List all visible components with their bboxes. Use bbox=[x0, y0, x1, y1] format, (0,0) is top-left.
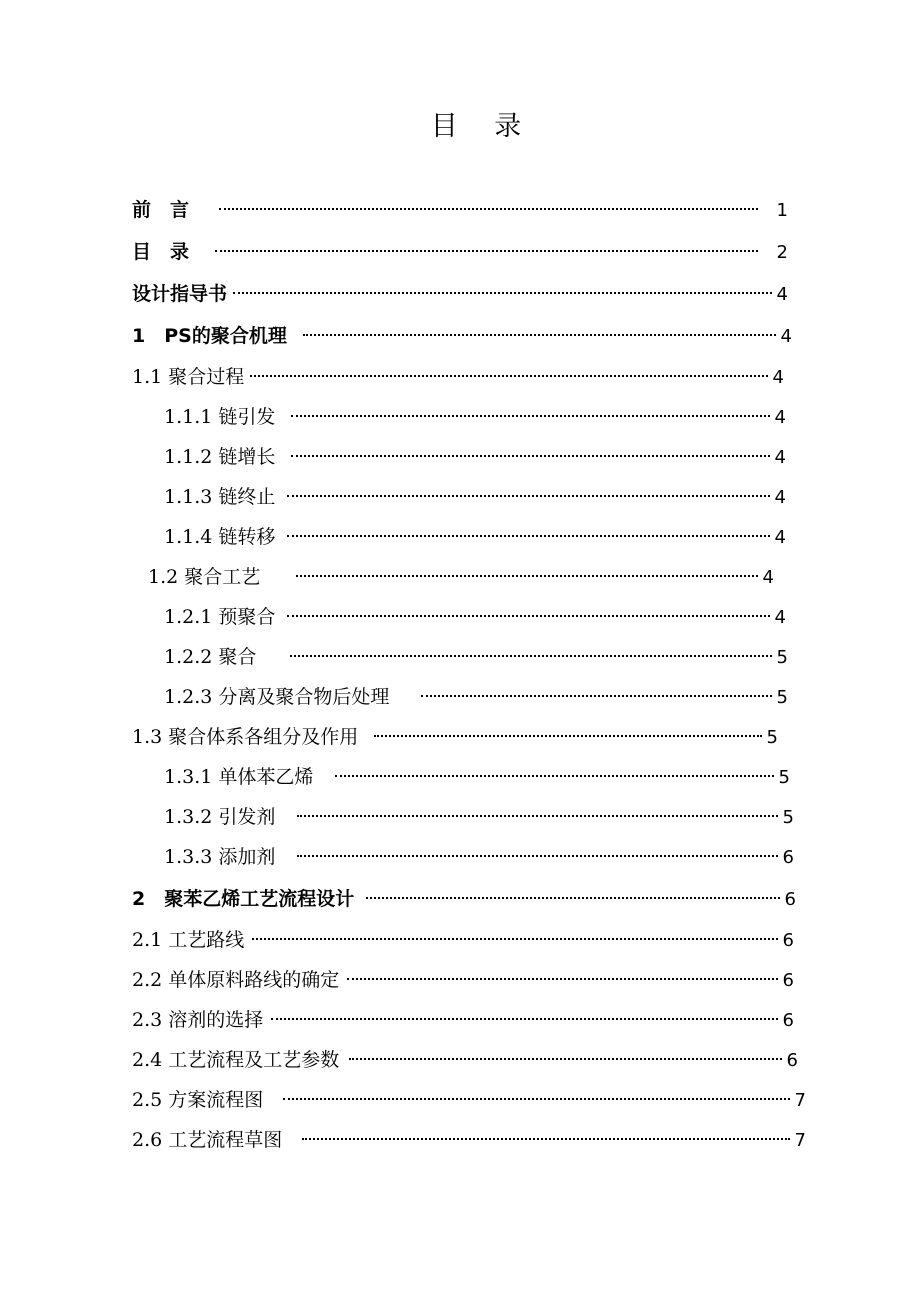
toc-page-number: 4 bbox=[776, 284, 788, 305]
toc-entry-label: 2 聚苯乙烯工艺流程设计 bbox=[132, 888, 355, 910]
toc-entry-label: 1.2.1 预聚合 bbox=[164, 606, 276, 628]
toc-entry-label: 1.3 聚合体系各组分及作用 bbox=[132, 726, 359, 748]
page-title: 目 录 bbox=[430, 111, 536, 142]
toc-page-number: 4 bbox=[774, 447, 786, 468]
toc-entry-design-guide[interactable] bbox=[132, 279, 788, 309]
toc-page-number: 4 bbox=[774, 527, 786, 548]
toc-entry-1-3-1[interactable] bbox=[164, 762, 790, 792]
toc-entry-label: 2.6 工艺流程草图 bbox=[132, 1129, 283, 1151]
toc-page-number: 1 bbox=[776, 200, 788, 221]
toc-entry-2-5[interactable] bbox=[132, 1085, 806, 1115]
toc-entry-label: 2.4 工艺流程及工艺参数 bbox=[132, 1049, 340, 1071]
toc-entry-2-2[interactable] bbox=[132, 965, 794, 995]
toc-entry-1-2-1[interactable] bbox=[164, 602, 786, 632]
toc-entry-label: 目 录 bbox=[132, 241, 190, 263]
toc-entry-1-3-3[interactable] bbox=[164, 842, 794, 872]
toc-page-number: 5 bbox=[776, 687, 788, 708]
dot-leader bbox=[287, 495, 769, 497]
toc-page-number: 5 bbox=[776, 647, 788, 668]
toc-entry-2-6[interactable] bbox=[132, 1125, 806, 1155]
dot-leader bbox=[250, 375, 767, 377]
toc-entry-label: 1.3.3 添加剂 bbox=[164, 846, 276, 868]
toc-entry-chapter-1[interactable] bbox=[132, 321, 792, 351]
dot-leader bbox=[290, 655, 771, 657]
dot-leader bbox=[219, 208, 758, 210]
toc-entry-label: 设计指导书 bbox=[132, 283, 228, 305]
toc-entry-label: 前 言 bbox=[132, 199, 190, 221]
toc-page-number: 4 bbox=[774, 407, 786, 428]
toc-page-number: 6 bbox=[784, 889, 796, 910]
toc-entry-1-1-3[interactable] bbox=[164, 482, 786, 512]
dot-leader bbox=[291, 455, 769, 457]
dot-leader bbox=[283, 1098, 789, 1100]
toc-entry-label: 2.1 工艺路线 bbox=[132, 929, 245, 951]
dot-leader bbox=[335, 775, 773, 777]
toc-entry-1-3-2[interactable] bbox=[164, 802, 794, 832]
toc-entry-label: 1.3.1 单体苯乙烯 bbox=[164, 766, 314, 788]
toc-entry-1-1-1[interactable] bbox=[164, 402, 786, 432]
dot-leader bbox=[349, 1058, 781, 1060]
toc-entry-1-2-3[interactable] bbox=[164, 682, 788, 712]
dot-leader bbox=[347, 978, 777, 980]
toc-entry-label: 1.2.2 聚合 bbox=[164, 646, 257, 668]
dot-leader bbox=[252, 938, 777, 940]
dot-leader bbox=[374, 735, 761, 737]
toc-entry-label: 1.2 聚合工艺 bbox=[148, 566, 261, 588]
toc-entry-label: 2.2 单体原料路线的确定 bbox=[132, 969, 340, 991]
dot-leader bbox=[297, 815, 777, 817]
toc-entry-1-2[interactable] bbox=[148, 562, 774, 592]
dot-leader bbox=[271, 1018, 777, 1020]
toc-page-number: 5 bbox=[778, 767, 790, 788]
dot-leader bbox=[287, 615, 769, 617]
dot-leader bbox=[287, 535, 769, 537]
toc-entry-label: 1.1 聚合过程 bbox=[132, 366, 245, 388]
dot-leader bbox=[233, 292, 772, 294]
toc-entry-2-4[interactable] bbox=[132, 1045, 798, 1075]
toc-page-number: 5 bbox=[766, 727, 778, 748]
toc-entry-1-1-2[interactable] bbox=[164, 442, 786, 472]
toc-entry-label: 2.5 方案流程图 bbox=[132, 1089, 264, 1111]
dot-leader bbox=[215, 250, 758, 252]
toc-entry-label: 1.1.2 链增长 bbox=[164, 446, 276, 468]
toc-entry-1-1-4[interactable] bbox=[164, 522, 786, 552]
toc-entry-2-3[interactable] bbox=[132, 1005, 794, 1035]
toc-page-number: 4 bbox=[780, 326, 792, 347]
toc-page-number: 6 bbox=[782, 930, 794, 951]
toc-page-number: 4 bbox=[774, 607, 786, 628]
toc-entry-preface[interactable] bbox=[132, 195, 788, 225]
toc-entry-label: 1.1.4 链转移 bbox=[164, 526, 276, 548]
dot-leader bbox=[297, 855, 777, 857]
toc-page-number: 2 bbox=[776, 242, 788, 263]
toc-page-number: 6 bbox=[782, 970, 794, 991]
toc-entry-label: 2.3 溶剂的选择 bbox=[132, 1009, 264, 1031]
toc-page-number: 6 bbox=[786, 1050, 798, 1071]
dot-leader bbox=[291, 415, 769, 417]
dot-leader bbox=[366, 897, 779, 899]
toc-page-number: 7 bbox=[794, 1090, 806, 1111]
toc-entry-label: 1.1.3 链终止 bbox=[164, 486, 276, 508]
dot-leader bbox=[296, 575, 757, 577]
toc-entry-chapter-2[interactable] bbox=[132, 884, 796, 914]
toc-entry-label: 1.3.2 引发剂 bbox=[164, 806, 276, 828]
toc-page-number: 7 bbox=[794, 1130, 806, 1151]
toc-page-number: 4 bbox=[774, 487, 786, 508]
toc-page-number: 4 bbox=[772, 367, 784, 388]
toc-entry-1-3[interactable] bbox=[132, 722, 778, 752]
toc-entry-contents[interactable] bbox=[132, 237, 788, 267]
toc-page-number: 6 bbox=[782, 1010, 794, 1031]
toc-entry-label: 1.1.1 链引发 bbox=[164, 406, 276, 428]
toc-page-number: 5 bbox=[782, 807, 794, 828]
toc-entry-label: 1.2.3 分离及聚合物后处理 bbox=[164, 686, 390, 708]
toc-entry-1-1[interactable] bbox=[132, 362, 784, 392]
toc-entry-2-1[interactable] bbox=[132, 925, 794, 955]
dot-leader bbox=[303, 334, 776, 336]
toc-page-number: 6 bbox=[782, 847, 794, 868]
toc-page-number: 4 bbox=[762, 567, 774, 588]
toc-entry-1-2-2[interactable] bbox=[164, 642, 788, 672]
dot-leader bbox=[302, 1138, 789, 1140]
dot-leader bbox=[421, 695, 771, 697]
toc-entry-label: 1 PS的聚合机理 bbox=[132, 325, 287, 347]
